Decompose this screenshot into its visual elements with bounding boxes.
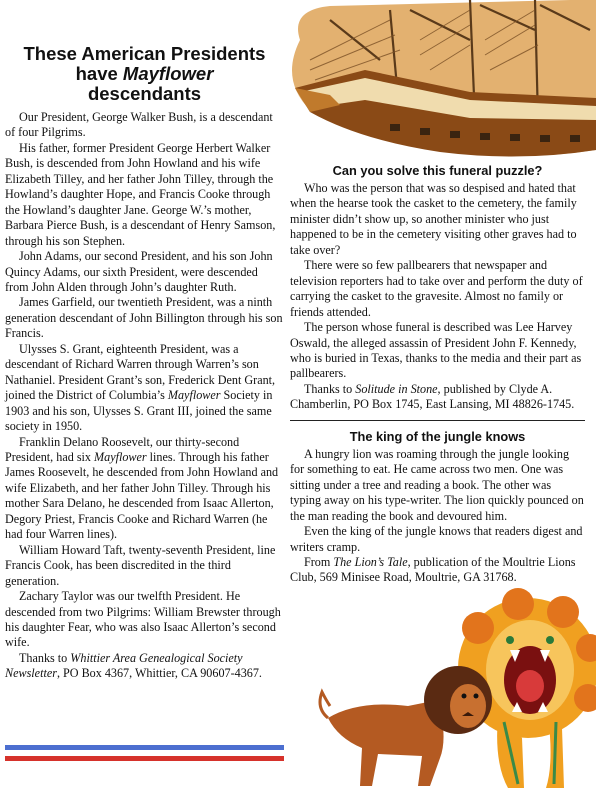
section-divider xyxy=(290,420,585,421)
paragraph-roosevelt: Franklin Delano Roosevelt, our thirty-second President, had six Mayflower lines. Through his father James Roosevelt, he descended from John Howland and wife Elizabeth, and her father John Tilley. Through his mother Sara Delano, he descended from Isaac Allerton, Degory Priest, Francis Cooke and Richard Warren (he had four Warren lines). xyxy=(5,434,279,542)
paragraph-credit-whittier: Thanks to Whittier Area Genealogical Society Newsletter, PO Box 4367, Whittier, CA 90607-4367. xyxy=(5,650,262,681)
article-headline xyxy=(5,44,284,104)
headline-line-3: descendants xyxy=(87,83,202,104)
article-funeral-lion xyxy=(290,162,585,586)
headline-line-2a: have xyxy=(75,63,123,84)
paragraph-taylor: Zachary Taylor was our twelfth President. He descended from two Pilgrims: William Brewster through his daughter Fear, who was also Isaac Allerton’s second wife. xyxy=(5,589,281,650)
paragraph-taft: William Howard Taft, twenty-seventh President, line Francis Cook, has been discredited in the third generation. xyxy=(5,542,276,588)
headline-line-1: These American Presidents xyxy=(23,43,266,64)
flag-stripe-red xyxy=(5,756,284,761)
flag-stripe-blue xyxy=(5,745,284,750)
article-presidents xyxy=(5,44,284,682)
paragraph-hungry-lion: A hungry lion was roaming through the jungle looking for something to eat. He came across two men. One was sitting under a tree and reading a book. The other was typing away on his type-writer. The lion quickly pounced on the man reading the book and devoured him. xyxy=(290,446,584,523)
paragraph-adams: John Adams, our second President, and his son John Quincy Adams, our sixth President, were descended from John Alden through John’s daughter Ruth. xyxy=(5,249,273,294)
paragraph-grant: Ulysses S. Grant, eighteenth President, was a descendant of Richard Warren through Warren’s son Nathaniel. President Grant’s son, Frederick Dent Grant, joined the District of Columbia’s Mayflower Society in 1903 and his son, Ulysses S. Grant III, joined the same society in 1950. xyxy=(5,341,276,434)
paragraph-funeral-question: Who was the person that was so despised and hated that when the hearse took the casket to the cemetery, the family minister didn’t show up, so another minister who just happened to be in the cemetery visiting other graves had to take over? xyxy=(290,181,577,257)
paragraph-punchline: Even the king of the jungle knows that readers digest and writers cramp. xyxy=(290,524,583,554)
heading-funeral-puzzle: Can you solve this funeral puzzle? xyxy=(332,163,543,178)
mayflower-ship-illustration xyxy=(270,0,596,160)
paragraph-bush-father: His father, former President George Herbert Walker Bush, is descended from John Howland and his wife Elizabeth Tilley, and her father John Tilley, through the Howland’s daughter Hope, and Francis Cooke through the Howland’s daughter Jane. George W.’s mother, Barbara Pierce Bush, is a descendant of Henry Samson, through his son Stephen. xyxy=(5,140,276,248)
paragraph-garfield: James Garfield, our twentieth President, was a ninth generation descendant of John Billington through his son Francis. xyxy=(5,295,283,341)
paragraph-credit-solitude: Thanks to Solitude in Stone, published by Clyde A. Chamberlin, PO Box 1745, East Lansing, MI 48826-1745. xyxy=(290,381,575,412)
paragraph-oswald: The person whose funeral is described was Lee Harvey Oswald, the alleged assassin of President John F. Kennedy, who is buried in Texas, thanks to the media and their part as pallbearers. xyxy=(290,320,582,381)
headline-line-2b: Mayflower xyxy=(122,63,214,84)
paragraph-pallbearers: There were so few pallbearers that newspaper and television reporters had to take over and perform the duty of carrying the casket to the gravesite. Almost no family or friends attended. xyxy=(290,258,583,319)
paragraph-credit-lions-tale: From The Lion’s Tale, publication of the Moultrie Lions Club, 569 Minisee Road, Moultrie, GA 31768. xyxy=(290,554,576,585)
paragraph-bush: Our President, George Walker Bush, is a descendant of four Pilgrims. xyxy=(5,110,273,140)
lion-clipart-illustration xyxy=(318,588,596,790)
heading-king-of-jungle: The king of the jungle knows xyxy=(349,428,526,444)
